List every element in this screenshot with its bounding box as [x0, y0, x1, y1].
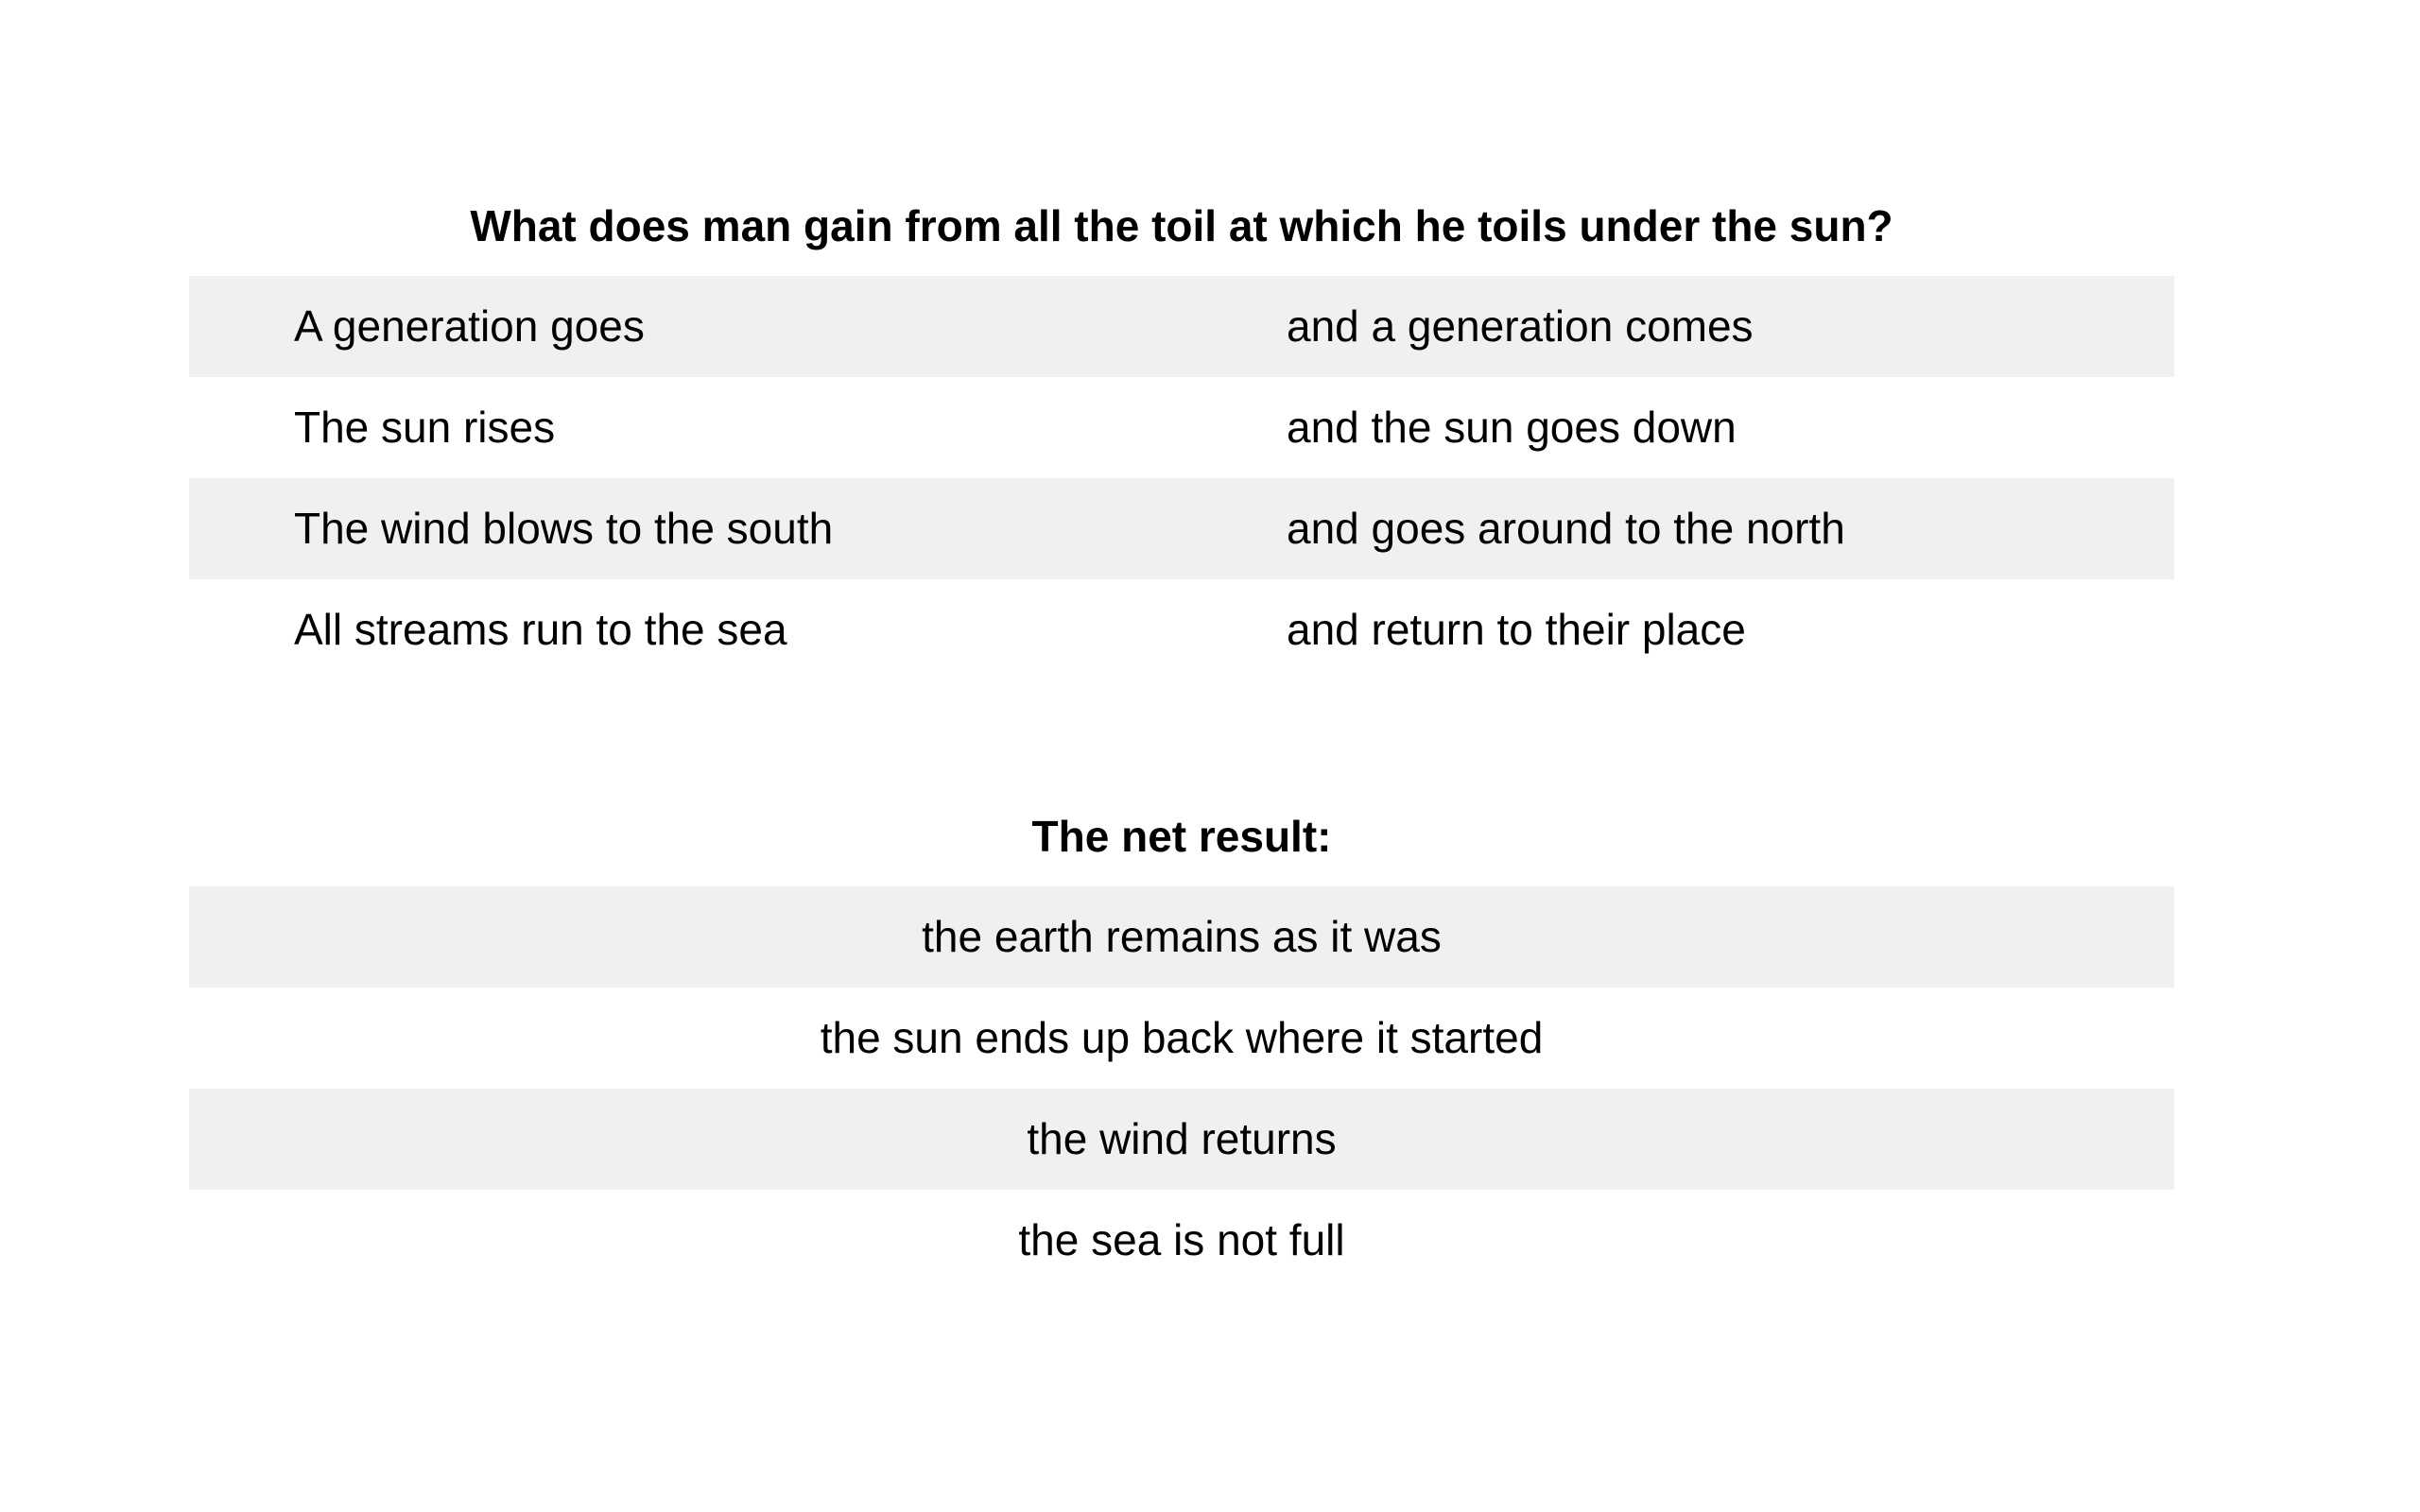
question-heading: What does man gain from all the toil at which he toils under the sun?	[470, 201, 1893, 250]
left-cell: The sun rises	[294, 403, 556, 452]
left-cell: A generation goes	[294, 301, 645, 351]
right-cell: and return to their place	[1287, 605, 1746, 654]
result-heading: The net result:	[1031, 812, 1332, 861]
table-row	[189, 579, 2174, 680]
pairs-table	[189, 276, 2174, 680]
right-cell: and goes around to the north	[1287, 504, 1845, 553]
result-row: the wind returns	[189, 1089, 2174, 1190]
result-row: the earth remains as it was	[189, 886, 2174, 988]
result-table	[189, 886, 2174, 1291]
result-row: the sun ends up back where it started	[820, 1013, 1544, 1062]
right-cell: and a generation comes	[1287, 301, 1754, 351]
right-cell: and the sun goes down	[1287, 403, 1737, 452]
result-row: the sea is not full	[1018, 1215, 1345, 1264]
left-cell: All streams run to the sea	[294, 605, 787, 654]
table-row	[189, 478, 2174, 579]
table-row	[189, 377, 2174, 478]
left-cell: The wind blows to the south	[294, 504, 834, 553]
table-row	[189, 276, 2174, 377]
